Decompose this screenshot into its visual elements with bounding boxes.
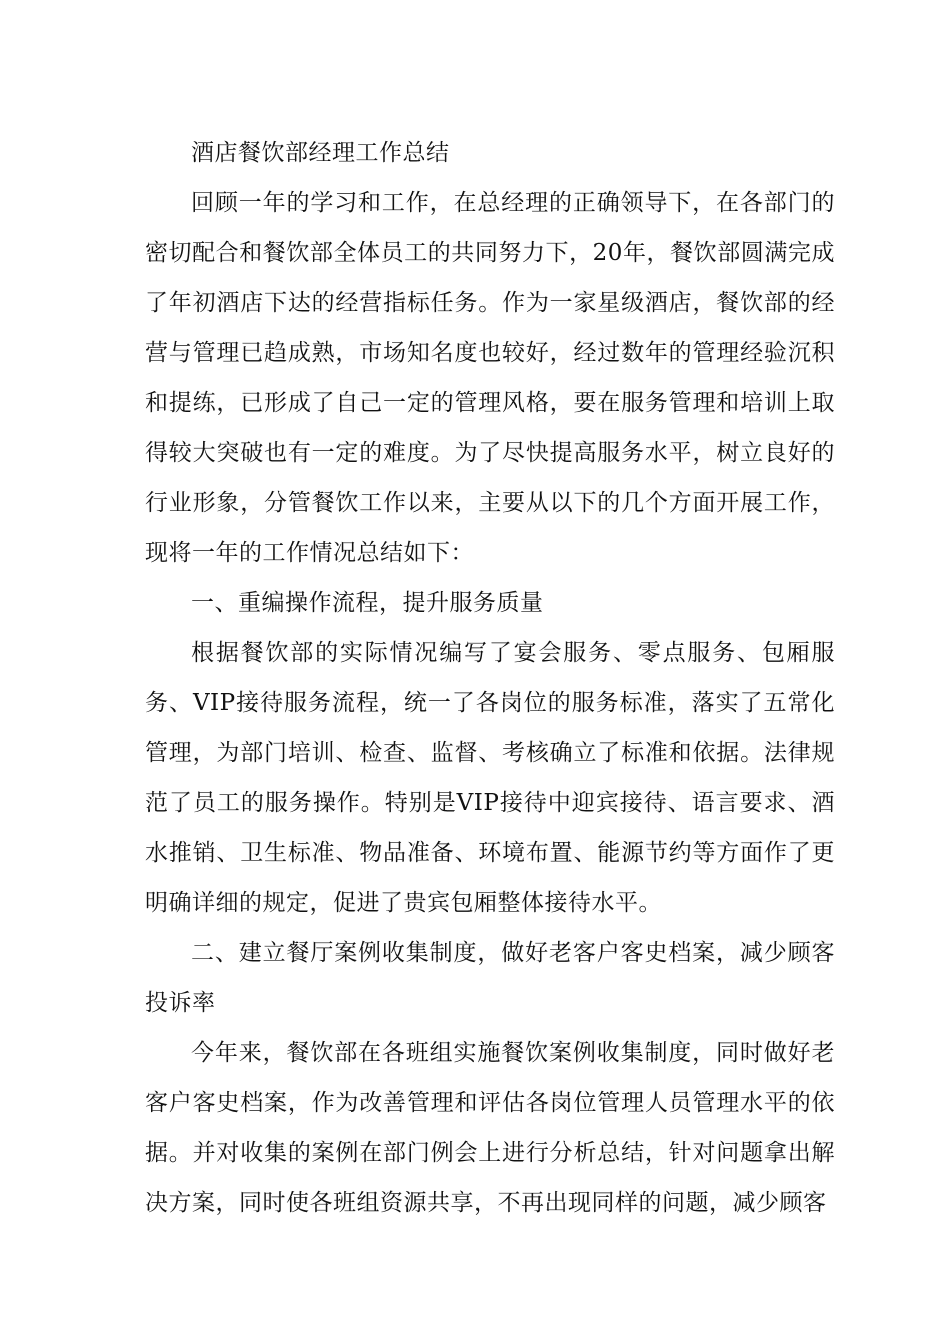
- document-title: 酒店餐饮部经理工作总结: [191, 140, 450, 166]
- section-heading-2: 二、建立餐厅案例收集制度，做好老客户客史档案，减少顾客投诉率: [145, 940, 835, 1016]
- paragraph-intro: 回顾一年的学习和工作，在总经理的正确领导下，在各部门的密切配合和餐饮部全体员工的共同努力下，20年，餐饮部圆满完成了年初酒店下达的经营指标任务。作为一家星级酒店，餐饮部的经营与管理已趋成熟，市场知名度也较好，经过数年的管理经验沉积和提练，已形成了自己一定的管理风格，要在服务管理和培训上取得较大突破也有一定的难度。为了尽快提高服务水平，树立良好的行业形象，分管餐饮工作以来，主要从以下的几个方面开展工作，现将一年的工作情况总结如下：: [145, 190, 835, 566]
- paragraph-section-2: 今年来，餐饮部在各班组实施餐饮案例收集制度，同时做好老客户客史档案，作为改善管理和评估各岗位管理人员管理水平的依据。并对收集的案例在部门例会上进行分析总结，针对问题拿出解决方案，同时使各班组资源共享，不再出现同样的问题，减少顾客: [145, 1040, 835, 1216]
- section-heading-1: 一、重编操作流程，提升服务质量: [191, 590, 544, 616]
- paragraph-section-1: 根据餐饮部的实际情况编写了宴会服务、零点服务、包厢服务、VIP接待服务流程，统一了各岗位的服务标准，落实了五常化管理，为部门培训、检查、监督、考核确立了标准和依据。法律规范了员工的服务操作。特别是VIP接待中迎宾接待、语言要求、酒水推销、卫生标准、物品准备、环境布置、能源节约等方面作了更明确详细的规定，促进了贵宾包厢整体接待水平。: [145, 640, 835, 916]
- document-body: [145, 128, 835, 1228]
